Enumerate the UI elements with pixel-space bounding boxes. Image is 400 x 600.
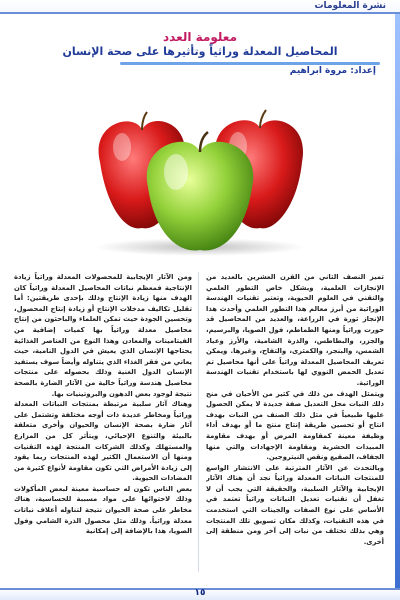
column-divider xyxy=(198,272,199,572)
article-title: المحاصيل المعدلة وراثياً وتأثيرها على صحة الإنسان xyxy=(62,45,338,58)
section-label: نشرة المعلومات xyxy=(314,1,386,11)
decorative-side-border xyxy=(395,14,400,590)
text-column-right xyxy=(206,272,384,577)
title-accent-bar xyxy=(120,62,380,65)
article-kicker: معلومة العدد xyxy=(163,30,237,44)
apples-illustration xyxy=(80,92,320,257)
paragraph: ومن الآثار الإيجابية للمحصولات المعدلة وراثياً زيادة الإنتاجية فمعظم نباتات المحاصيل المعدلة وراثياً كان الهدف منها زيادة الإنتاج وذلك بإحدى طريقتين: أما تقليل تكاليف مدخلات الإنتاج أو زيادة إنتاج المحصول، وتحسين الجودة حيث تمكن العلماء والباحثون من إنتاج محاصيل معدلة وراثياً بها كميات إضافية من الفيتامينات والمعادن وهذا النوع من العناصر الغذائية يحتاجها الإنسان الذي يعيش في الدول النامية، حيث يعاني من فقر الغذاء الذي يتناوله وأيضاً سوف يستفيد الإنسان الدول الغنية وذلك بحصوله على منتجات محاصيل هندسة وراثياً خالية من الآثار الضارة بالصحة نتيجة لوجود بعض الدهون والبروتينيات بها. xyxy=(14,273,192,398)
green-apple-center xyxy=(147,132,254,250)
paragraph: بعض الناس تكون له حساسية معينة لبعض المأكولات وذلك لاحتوائها على مواد مسببة للحساسية، هناك مخاطر على صحة الحيوان نتيجة لتناوله أعلاف نباتات معدلة وراثياً. وذلك مثل محصول الذرة الشامي وفول الصويا، هذا بالإضافة إلى إمكانية xyxy=(14,484,192,536)
paragraph: تميز النصف الثاني من القرن العشرين بالعديد من الإنجازات العلمية، وبشكل خاص التطور العلمي والتقني في العلوم الحيوية، وتعتبر تقنيات الهندسة الوراثية من أبرز معالم هذا التطور العلمي وأحدث هذا الإنجاز ثورة في الزراعة، والعديد من المحاصيل قد حورت وراثياً ومنها الطماطم، فول الصويا، والبرسيم، والجزر، والبطاطس، والذرة الشامية، والأرز وعباد الشمس، والبنجر، والكمثرى، والتفاح، وغيرها. ويمكن تعريف المحاصيل المعدلة وراثياً على أنها محاصيل تم تعديل الحمض النووي لها باستخدام تقنيات الهندسة الوراثية. xyxy=(206,273,384,387)
paragraph: ويتمثل الهدف من ذلك في كثير من الأحيان في منح ذلك النبات محل التعديل صفة جديدة لا يمكن الحصول عليها طبيعياً في مثل ذلك الصنف من النبات بهدف انتاج أو تحسين طريقة إنتاج منتج ما أو بهدف أداء وظيفة معينة كمقاومة المرض أو بهدف مقاومة المبيدات الحشرية ومقاومة الإجهادات والتي منها الجفاف، الصقيع ونقص النيتروجين. xyxy=(206,389,384,462)
text-column-left xyxy=(14,272,192,577)
paragraph: وبالتحدث عن الآثار المترتبة على الانتشار الواسع للمنتجات النباتات المعدلة وراثياً نجد أن هناك الآثار الإيجابية والآثار السلبية، والحقيقة التي يجب أن لا تغفل أن تقنيات تعديل النباتات وراثياً تعتمد في الأساس على نوع الصفات والجينات التي استخدمت في هذه التقنيات، وكذلك مكان تسويق تلك المنتجات وهي بذلك تختلف من نبات إلى آخر ومن منطقة إلى أخرى. xyxy=(206,463,384,546)
page-footer xyxy=(0,588,400,600)
paragraph: وهناك آثار سلبية مرتبطة بمنتجات النباتات المعدلة وراثياً ومخاطر عديدة ذات أوجه مختلفة وتشتمل على آثار ضارة بصحة الإنسان والحيوان وأخرى متعلقة بالبيئة والتنوع الإحيائي، ويتأثر كل من المزارع والمستهلك وكذلك الشركات المنتجة لهذه التقنيات ومنها أن الاستعمال الكثير لهذه المنتجات ربما يقود إلى زيادة الأمراض التي تكون مقاومة لأنواع كثيرة من المضادات الحيوية. xyxy=(14,400,192,483)
top-header-bar xyxy=(0,0,400,14)
author-byline: إعداد: مروة ابراهيم xyxy=(289,66,376,76)
header-rule xyxy=(0,12,400,14)
page-number: ١٥ xyxy=(194,588,206,598)
